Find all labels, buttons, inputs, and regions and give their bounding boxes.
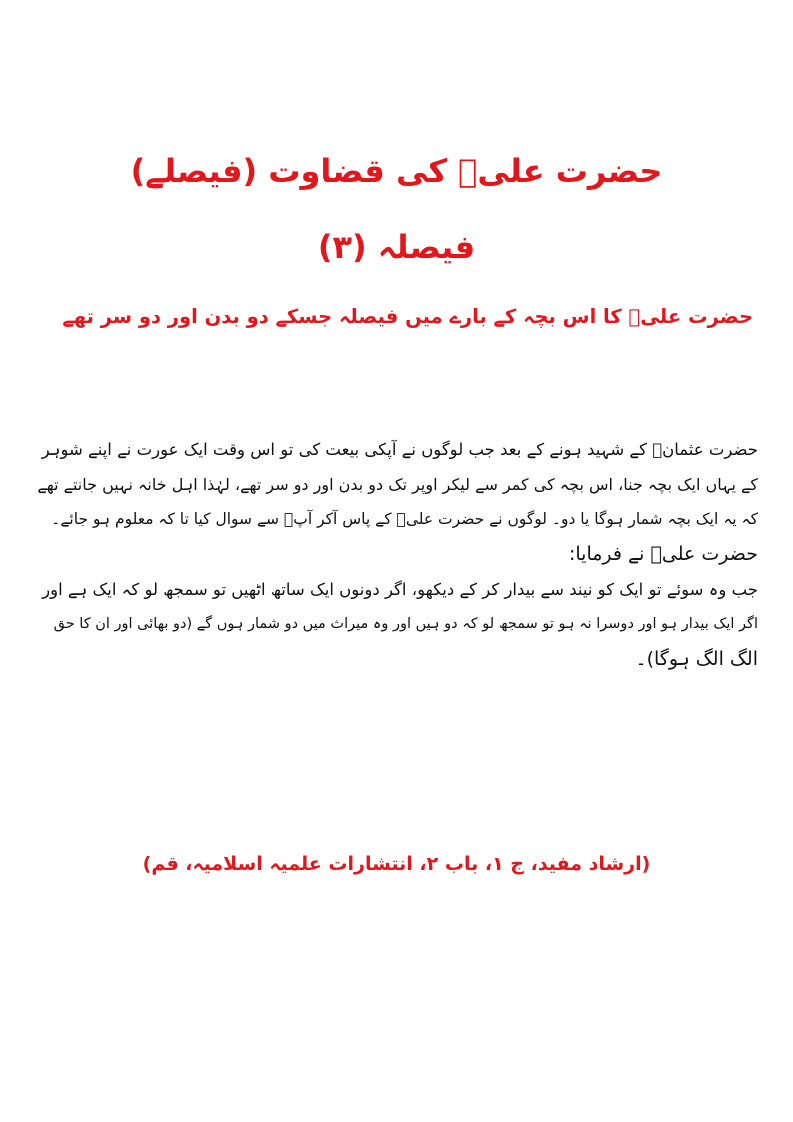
- body-line: جب وہ سوئے تو ایک کو نیند سے بیدار کر کے دیکھو، اگر دونوں ایک ساتھ اٹھیں تو سمجھ لو کہ ایک ہے اور: [42, 580, 758, 599]
- body-line: کہ یہ ایک بچہ شمار ہوگا یا دو۔ لوگوں نے حضرت علیؑ کے پاس آکر آپؑ سے سوال کیا تا کہ معلوم ہو جائے۔: [51, 510, 758, 528]
- body-line: حضرت علیؑ نے فرمایا:: [568, 543, 758, 565]
- body-line: کے یہاں ایک بچہ جنا، اس بچہ کی کمر سے لیکر اوپر تک دو بدن اور دو سر تھے، لہٰذا اہل خانہ نہیں جانتے تھے: [37, 475, 758, 494]
- body-line: اگر ایک بیدار ہو اور دوسرا نہ ہو تو سمجھ لو کہ دو ہیں اور وہ میراث میں دو شمار ہوں گے (دو بھائی اور ان کا حق: [53, 616, 758, 632]
- decision-number-heading: فیصلہ (۳): [317, 228, 476, 266]
- body-line: حضرت عثمانؓ کے شہید ہونے کے بعد جب لوگوں نے آپکی بیعت کی تو اس وقت ایک عورت نے اپنے شوہر: [41, 440, 758, 459]
- page-title: حضرت علیؑ کی قضاوت (فیصلے): [130, 152, 663, 190]
- body-paragraph: [33, 432, 758, 677]
- body-line: الگ الگ ہوگا)۔: [635, 648, 758, 670]
- topic-heading: حضرت علیؑ کا اس بچہ کے بارے میں فیصلہ جسکے دو بدن اور دو سر تھے: [62, 305, 753, 328]
- citation-reference: (ارشاد مفید، ج ۱، باب ۲، انتشارات علمیہ اسلامیہ، قم): [142, 853, 651, 875]
